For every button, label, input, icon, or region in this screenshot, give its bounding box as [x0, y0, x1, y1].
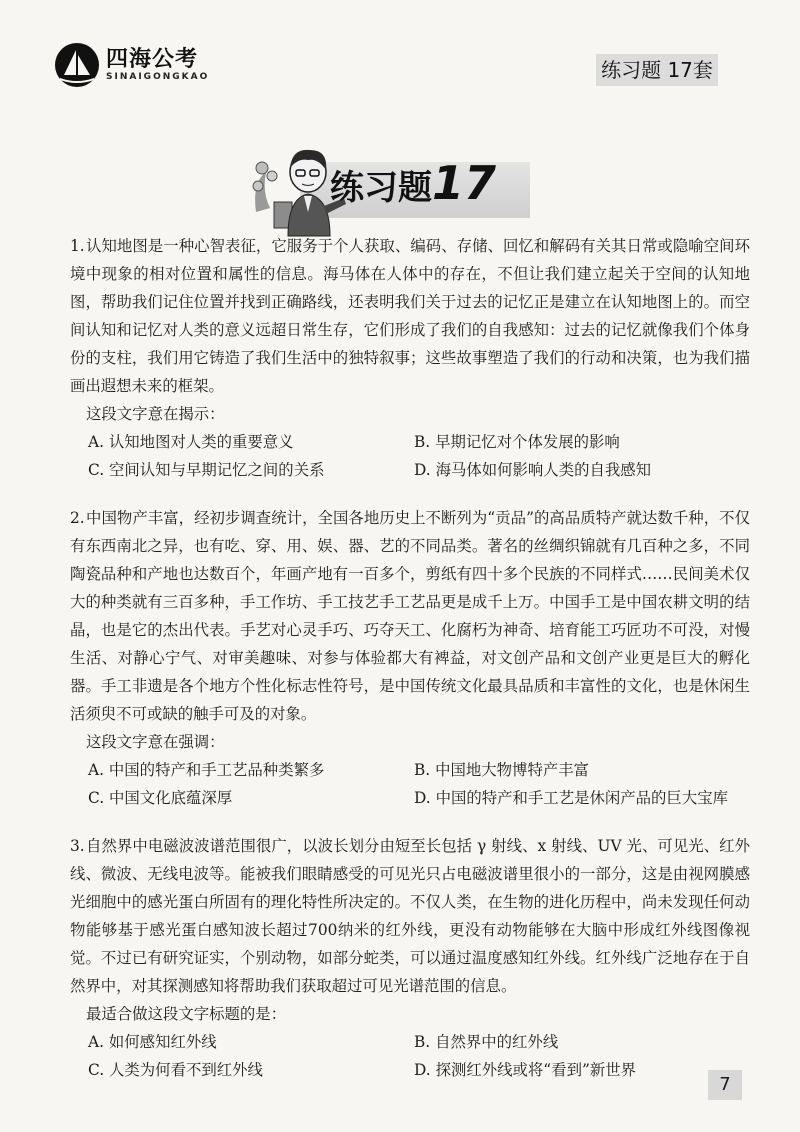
answer-options [70, 428, 750, 484]
option-d: D. 探测红外线或将“看到”新世界 [414, 1061, 636, 1079]
question-2 [70, 504, 750, 812]
option-b: B. 自然界中的红外线 [414, 1033, 559, 1051]
question-list [70, 232, 750, 1084]
option-a: A. 中国的特产和手工艺品种类繁多 [88, 761, 325, 779]
question-passage: 认知地图是一种心智表征，它服务于个人获取、编码、存储、回忆和解码有关其日常或隐喻空间环境中现象的相对位置和属性的信息。海马体在人体中的存在，不但让我们建立起关于空间的认知地图，帮助我们记住位置并找到正确路线，还表明我们关于过去的记忆正是建立在认知地图上的。而空间认知和记忆对人类的意义远超日常生存，它们形成了我们的自我感知：过去的记忆就像我们个体身份的支柱，我们用它铸造了我们生活中的独特叙事；这些故事塑造了我们的行动和决策，也为我们描画出遐想未来的框架。 [70, 237, 750, 395]
logo-chinese-name: 四海公考 [106, 47, 199, 72]
question-number: 2. [70, 509, 85, 527]
logo [54, 42, 209, 88]
question-stem: 最适合做这段文字标题的是： [86, 1005, 287, 1023]
page-number: 7 [708, 1070, 742, 1100]
option-d: D. 中国的特产和手工艺是休闲产品的巨大宝库 [414, 789, 728, 807]
exercise-set-label: 练习题 17套 [596, 54, 718, 86]
question-number: 1. [70, 237, 85, 255]
question-stem: 这段文字意在强调： [86, 733, 225, 751]
question-passage: 中国物产丰富，经初步调查统计，全国各地历史上不断列为“贡品”的高品质特产就达数千种，不仅有东西南北之异，也有吃、穿、用、娱、器、艺的不同品类。著名的丝绸织锦就有几百种之多，不同陶瓷品种和产地也达数百个，年画产地有一百多个，剪纸有四十多个民族的不同样式……民间美术仅大的种类就有三百多种，手工作坊、手工技艺手工艺品更是成千上万。中国手工是中国农耕文明的结晶，也是它的杰出代表。手艺对心灵手巧、巧夺天工、化腐朽为神奇、培育能工巧匠功不可没，对慢生活、对静心宁气、对审美趣味、对参与体验都大有裨益，对文创产品和文创产业更是巨大的孵化器。手工非遗是各个地方个性化标志性符号，是中国传统文化最具品质和丰富性的文化，也是休闲生活须臾不可或缺的触手可及的对象。 [70, 509, 750, 723]
answer-options [70, 1028, 750, 1084]
option-b: B. 早期记忆对个体发展的影响 [414, 433, 620, 451]
option-d: D. 海马体如何影响人类的自我感知 [414, 461, 652, 479]
title-number: 17 [432, 156, 497, 210]
question-3 [70, 832, 750, 1084]
option-c: C. 空间认知与早期记忆之间的关系 [88, 461, 325, 479]
question-number: 3. [70, 837, 85, 855]
option-c: C. 人类为何看不到红外线 [88, 1061, 263, 1079]
option-c: C. 中国文化底蕴深厚 [88, 789, 233, 807]
sail-logo-icon [54, 42, 100, 88]
answer-options [70, 756, 750, 812]
option-b: B. 中国地大物博特产丰富 [414, 761, 590, 779]
option-a: A. 认知地图对人类的重要意义 [88, 433, 294, 451]
question-passage: 自然界中电磁波波谱范围很广，以波长划分由短至长包括 γ 射线、x 射线、UV 光、可见光、红外线、微波、无线电波等。能被我们眼睛感受的可见光只占电磁波谱里很小的一部分，这是由视网膜感光细胞中的感光蛋白所固有的理化特性所决定的。不仅人类，在生物的进化历程中，尚未发现任何动物能够基于感光蛋白感知波长超过700纳米的红外线，更没有动物能够在大脑中形成红外线图像视觉。不过已有研究证实，个别动物，如部分蛇类，可以通过温度感知红外线。红外线广泛地存在于自然界中，对其探测感知将帮助我们获取超过可见光谱范围的信息。 [70, 837, 750, 995]
title-text [330, 156, 496, 210]
logo-english-name: SINAIGONGKAO [106, 72, 210, 82]
option-a: A. 如何感知红外线 [88, 1033, 217, 1051]
title-prefix: 练习题 [330, 168, 432, 208]
question-stem: 这段文字意在揭示： [86, 405, 225, 423]
question-1 [70, 232, 750, 484]
